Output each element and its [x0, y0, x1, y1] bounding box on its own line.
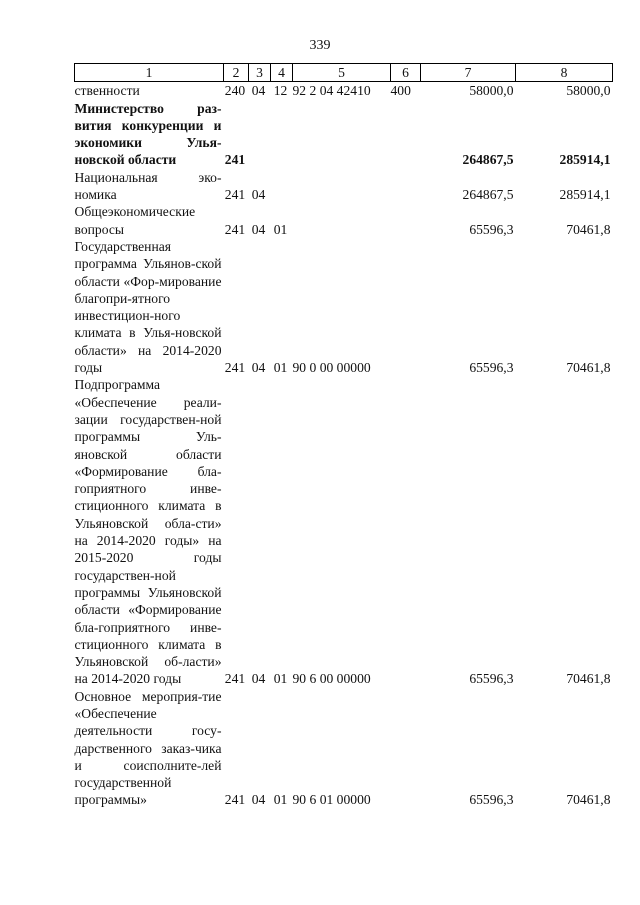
row-name: Министерство раз-вития конкуренции и экономики Улья-новской области — [74, 100, 222, 168]
row-col-3: 04 — [251, 360, 266, 376]
row-col-7: 58000,0 — [469, 83, 514, 99]
row-col-4: 01 — [273, 671, 288, 687]
row-col-8: 285914,1 — [559, 152, 611, 168]
table-row — [75, 169, 613, 204]
budget-table — [74, 63, 613, 809]
row-name: ственности — [74, 83, 140, 99]
header-col-8: 8 — [516, 64, 613, 82]
row-col-2: 241 — [224, 221, 246, 237]
row-col-2: 241 — [224, 360, 246, 376]
header-col-5: 5 — [293, 64, 391, 82]
header-col-3: 3 — [249, 64, 271, 82]
row-col-4 — [271, 100, 293, 169]
row-col-3: 04 — [251, 187, 266, 203]
row-col-4 — [271, 169, 293, 204]
row-col-6 — [391, 203, 421, 238]
row-col-2: 240 — [224, 83, 246, 99]
row-col-5: 90 0 00 00000 — [292, 360, 371, 376]
row-col-2: 241 — [224, 187, 246, 203]
row-name: Основное мероприя-тие «Обеспечение деятельности госу-дарственного заказ-чика и соисполните-лей государственной программы» — [74, 688, 222, 808]
table-row — [75, 100, 613, 169]
row-col-6 — [391, 169, 421, 204]
row-col-2: 241 — [224, 152, 246, 168]
header-col-2: 2 — [224, 64, 249, 82]
row-col-6 — [391, 376, 421, 687]
row-col-7: 65596,3 — [469, 671, 514, 687]
row-name: Государственная программа Ульянов-ской области «Фор-мирование благопри-ятного инвестицион-ного климата в Улья-новской области» на 2014-2020 годы — [74, 238, 222, 376]
row-col-3 — [249, 100, 271, 169]
row-col-3: 04 — [251, 671, 266, 687]
table-row — [75, 82, 613, 100]
row-col-4: 01 — [273, 221, 288, 237]
row-col-3: 04 — [251, 83, 266, 99]
row-col-8: 70461,8 — [566, 360, 611, 376]
row-col-7: 264867,5 — [462, 187, 514, 203]
row-col-6 — [391, 688, 421, 809]
row-col-8: 70461,8 — [566, 671, 611, 687]
row-col-8: 70461,8 — [566, 221, 611, 237]
row-col-7: 264867,5 — [462, 152, 514, 168]
header-col-7: 7 — [421, 64, 516, 82]
row-col-3: 04 — [251, 221, 266, 237]
row-col-7: 65596,3 — [469, 360, 514, 376]
row-col-8: 285914,1 — [559, 187, 611, 203]
row-col-5: 90 6 01 00000 — [292, 792, 371, 808]
page-number: 339 — [309, 38, 331, 53]
header-col-6: 6 — [391, 64, 421, 82]
row-col-2: 241 — [224, 792, 246, 808]
row-col-5 — [293, 100, 391, 169]
row-col-5: 92 2 04 42410 — [292, 83, 371, 99]
row-col-6: 400 — [390, 83, 411, 99]
table-header-row — [75, 64, 613, 82]
header-col-1: 1 — [75, 64, 224, 82]
row-col-6 — [391, 238, 421, 376]
row-col-5 — [293, 169, 391, 204]
row-name: Подпрограмма «Обеспечение реали-зации государствен-ной программы Уль-яновской области «Формирование бла-гоприятного инве-стиционного климата в Ульяновской обла-сти» на 2014-2020 годы» на 2015-2020 годы государствен-ной программы Ульяновской области «Формирование бла-гоприятного инве-стиционного климата в Ульяновской об-ласти» на 2014-2020 годы — [74, 377, 222, 687]
table-body — [75, 82, 613, 809]
row-col-4: 12 — [273, 83, 288, 99]
row-col-3: 04 — [251, 792, 266, 808]
table-row — [75, 376, 613, 687]
row-name: Национальная эко-номика — [74, 169, 222, 203]
row-col-5: 90 6 00 00000 — [292, 671, 371, 687]
row-col-2: 241 — [224, 671, 246, 687]
header-col-4: 4 — [271, 64, 293, 82]
row-col-8: 70461,8 — [566, 792, 611, 808]
table-row — [75, 238, 613, 376]
row-col-5 — [293, 203, 391, 238]
row-col-7: 65596,3 — [469, 221, 514, 237]
row-col-6 — [391, 100, 421, 169]
table-row — [75, 688, 613, 809]
row-col-4: 01 — [273, 792, 288, 808]
row-col-8: 58000,0 — [566, 83, 611, 99]
row-col-7: 65596,3 — [469, 792, 514, 808]
table-row — [75, 203, 613, 238]
row-name: Общеэкономические вопросы — [74, 204, 196, 237]
row-col-4: 01 — [273, 360, 288, 376]
